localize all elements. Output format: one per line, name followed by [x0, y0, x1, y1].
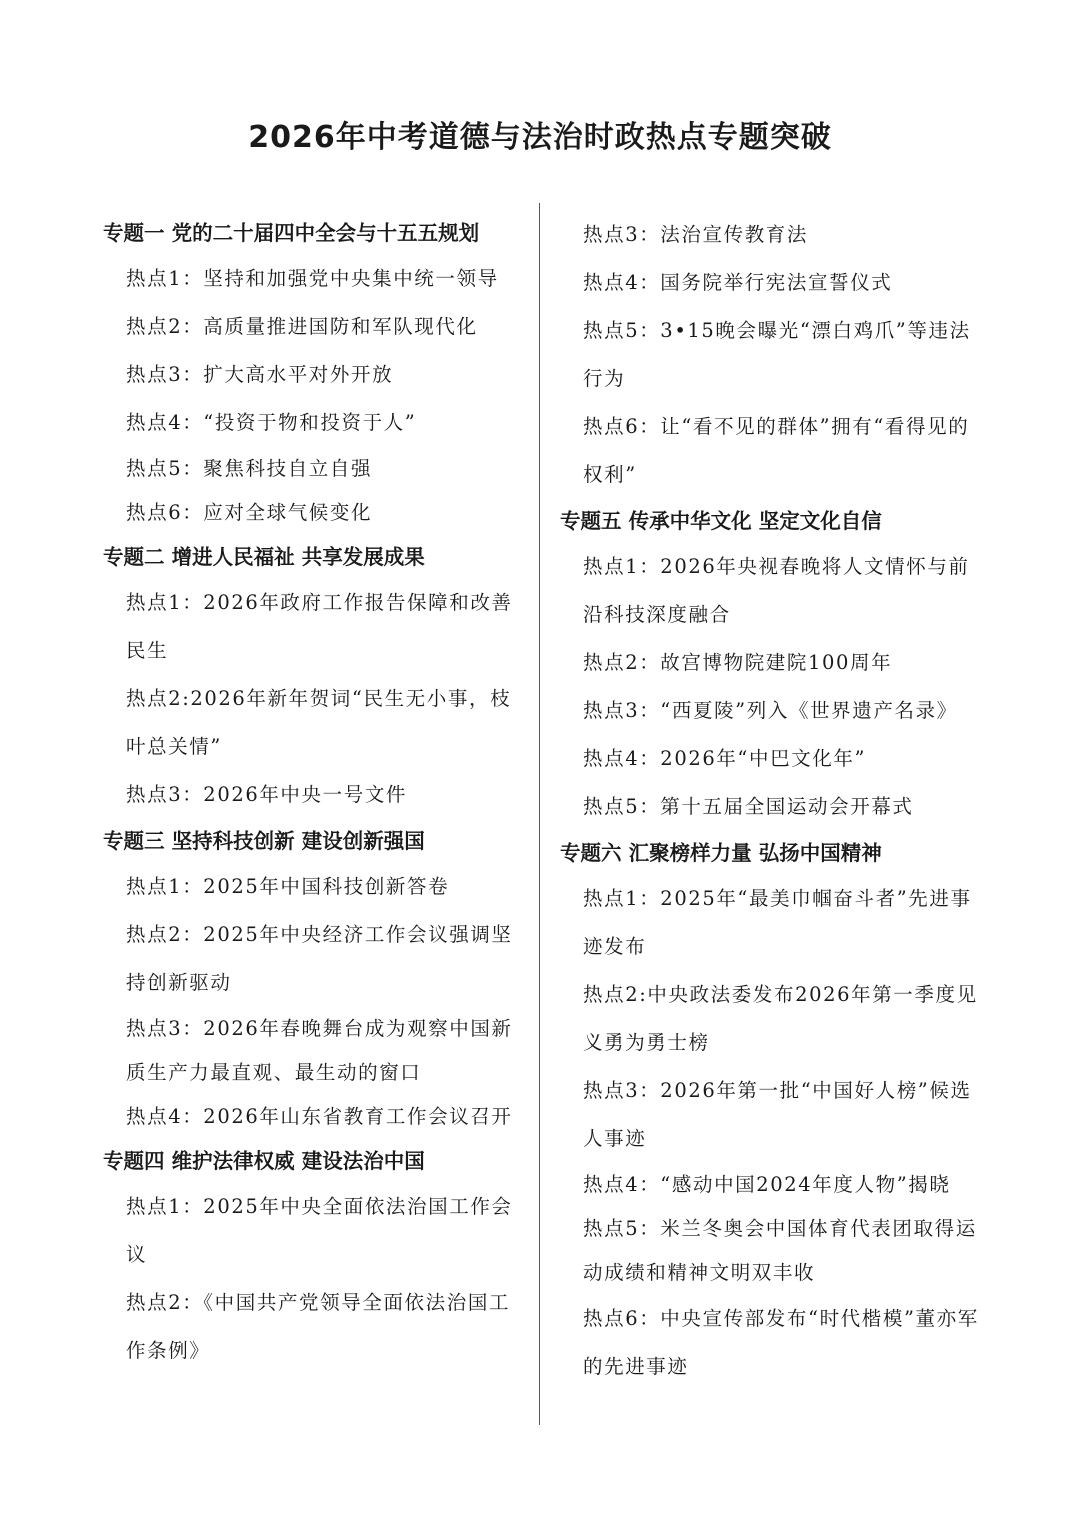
- topic-continued: [560, 211, 985, 499]
- topic-title: 专题二 增进人民福祉 共享发展成果: [103, 545, 425, 569]
- hotspot-item: 热点4：“感动中国2024年度人物”揭晓: [583, 1173, 951, 1196]
- hotspot-item: 热点3：2026年中央一号文件: [126, 783, 408, 806]
- topic-title: 专题五 传承中华文化 坚定文化自信: [560, 509, 882, 533]
- hotspot-item: 热点3：“西夏陵”列入《世界遗产名录》: [583, 699, 958, 722]
- hotspot-item: 热点2:中央政法委发布2026年第一季度见义勇为勇士榜: [583, 983, 978, 1054]
- hotspot-item: 热点3：法治宣传教育法: [583, 223, 809, 246]
- hotspot-item: 热点1：2026年政府工作报告保障和改善民生: [126, 591, 513, 662]
- hotspot-item: 热点5：3•15晚会曝光“漂白鸡爪”等违法行为: [583, 319, 971, 390]
- hotspot-item: 热点1：2025年“最美巾帼奋斗者”先进事迹发布: [583, 887, 972, 958]
- hotspot-item: 热点1：坚持和加强党中央集中统一领导: [126, 267, 499, 290]
- topic-section: [103, 213, 528, 535]
- hotspot-item: 热点4：2026年“中巴文化年”: [583, 747, 867, 770]
- topic-section: [560, 501, 985, 831]
- topic-section: [103, 821, 528, 1139]
- hotspot-item: 热点3：扩大高水平对外开放: [126, 363, 394, 386]
- topic-title: 专题一 党的二十届四中全会与十五五规划: [103, 221, 480, 245]
- topic-section: [560, 833, 985, 1391]
- page-title: 2026年中考道德与法治时政热点专题突破: [248, 120, 832, 155]
- hotspot-item: 热点3：2026年春晚舞台成为观察中国新质生产力最直观、最生动的窗口: [126, 1017, 513, 1084]
- right-column: [560, 211, 985, 1391]
- hotspot-item: 热点2：2025年中央经济工作会议强调坚持创新驱动: [126, 923, 513, 994]
- topic-title: 专题四 维护法律权威 建设法治中国: [103, 1149, 425, 1173]
- hotspot-item: 热点4：2026年山东省教育工作会议召开: [126, 1105, 513, 1128]
- hotspot-item: 热点4：“投资于物和投资于人”: [126, 411, 417, 434]
- hotspot-item: 热点3：2026年第一批“中国好人榜”候选人事迹: [583, 1079, 972, 1150]
- hotspot-item: 热点5：第十五届全国运动会开幕式: [583, 795, 914, 818]
- hotspot-item: 热点1：2026年央视春晚将人文情怀与前沿科技深度融合: [583, 555, 970, 626]
- hotspot-item: 热点4：国务院举行宪法宣誓仪式: [583, 271, 893, 294]
- hotspot-item: 热点6：让“看不见的群体”拥有“看得见的权利”: [583, 415, 970, 486]
- hotspot-item: 热点2:2026年新年贺词“民生无小事，枝叶总关情”: [126, 687, 512, 758]
- hotspot-item: 热点6：中央宣传部发布“时代楷模”董亦军的先进事迹: [583, 1307, 979, 1378]
- topic-title: 专题三 坚持科技创新 建设创新强国: [103, 829, 425, 853]
- hotspot-item: 热点6：应对全球气候变化: [126, 501, 373, 524]
- hotspot-item: 热点1：2025年中国科技创新答卷: [126, 875, 450, 898]
- topic-title: 专题六 汇聚榜样力量 弘扬中国精神: [560, 841, 882, 865]
- topic-section: [103, 537, 528, 819]
- hotspot-item: 热点2：高质量推进国防和军队现代化: [126, 315, 478, 338]
- hotspot-item: 热点2：故宫博物院建院100周年: [583, 651, 893, 674]
- hotspot-item: 热点1：2025年中央全面依法治国工作会议: [126, 1195, 513, 1266]
- topic-section: [103, 1141, 528, 1375]
- left-column: [103, 211, 528, 1375]
- column-divider: [539, 203, 540, 1425]
- hotspot-item: 热点5：聚焦科技自立自强: [126, 457, 373, 480]
- hotspot-item: 热点5：米兰冬奥会中国体育代表团取得运动成绩和精神文明双丰收: [583, 1217, 977, 1284]
- hotspot-item: 热点2：《中国共产党领导全面依法治国工作条例》: [126, 1291, 511, 1362]
